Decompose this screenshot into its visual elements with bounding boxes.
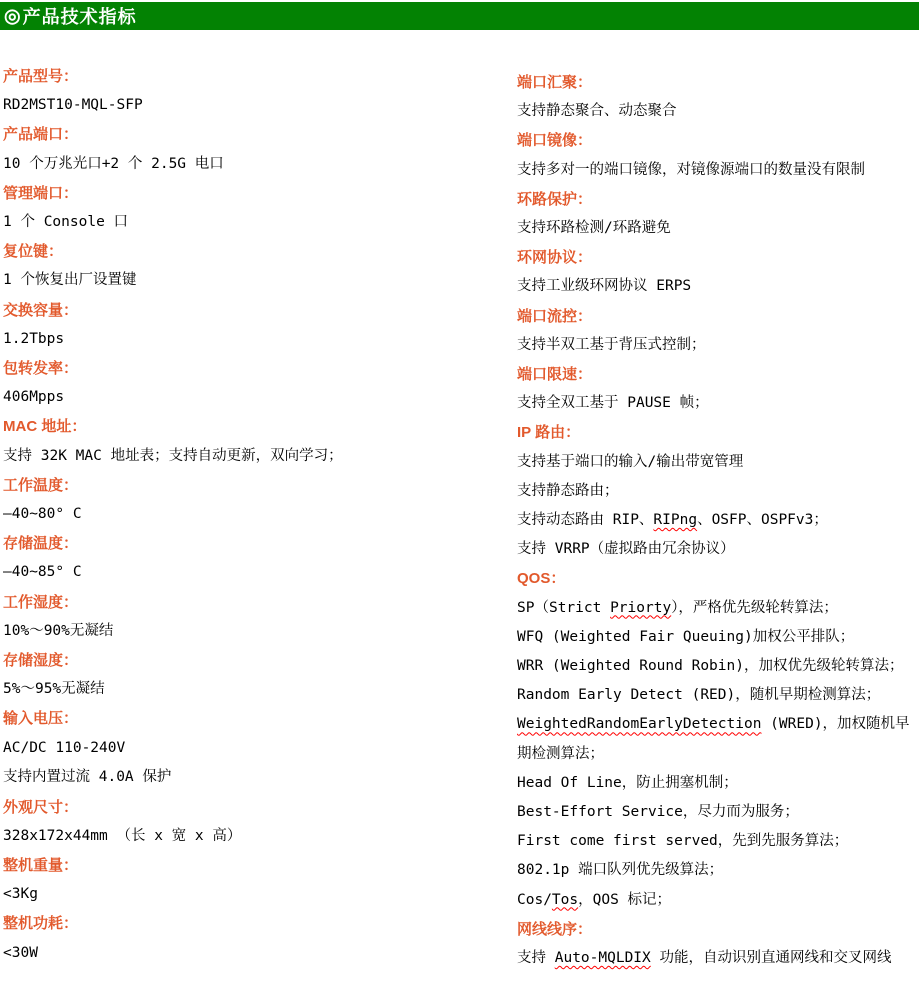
spec-value [517, 477, 916, 506]
spec-value-text: 支持工业级环网协议 ERPS [517, 278, 692, 295]
spec-column-right [517, 62, 916, 973]
spec-value [517, 389, 916, 418]
spec-value [517, 886, 916, 915]
spec-value-text: 支持环路检测/环路避免 [517, 220, 671, 237]
spec-value [517, 272, 916, 301]
misspelled-term: Tos [551, 891, 579, 908]
spec-label: MAC 地址： [3, 418, 87, 436]
spec-value-text: ），严格优先级轮转算法； [671, 599, 838, 616]
spec-value [517, 448, 916, 477]
spec-value [3, 325, 517, 354]
spec-value [517, 331, 916, 360]
spec-value [3, 822, 517, 851]
spec-value-text: 328x172x44mm （长 x 宽 x 高） [3, 827, 242, 844]
spec-value [517, 798, 916, 827]
spec-value-text: 802.1p 端口队列优先级算法； [517, 862, 724, 879]
spec-value [3, 266, 517, 295]
spec-value [517, 652, 916, 681]
spec-label: 环网协议： [517, 249, 593, 267]
spec-value-text: <30W [3, 944, 38, 961]
spec-columns [3, 62, 916, 973]
spec-label: 端口流控： [517, 307, 593, 325]
spec-value-text: —40~80° C [3, 506, 82, 523]
spec-value [3, 675, 517, 704]
spec-value-text: AC/DC 110-240V [3, 739, 126, 756]
spec-label: 输入电压： [3, 710, 79, 728]
spec-label: 存储温度： [3, 535, 79, 553]
spec-value [517, 623, 916, 652]
spec-label: 整机功耗： [3, 915, 79, 933]
spec-label: 存储湿度： [3, 652, 79, 670]
spec-value-text: WFQ (Weighted Fair Queuing)加权公平排队； [517, 628, 855, 645]
spec-value-text: SP（Strict [517, 599, 611, 616]
page-title: 产品技术指标 [22, 7, 137, 27]
spec-value-text: 1 个恢复出厂设置键 [3, 272, 137, 289]
spec-value [3, 383, 517, 412]
circle-bullet-icon: ◎ [4, 5, 22, 27]
spec-value-text: 5%～95%无凝结 [3, 681, 105, 698]
spec-value-text: 支持动态路由 RIP、 [517, 512, 654, 529]
spec-label: IP 路由： [517, 424, 581, 442]
spec-value [517, 156, 916, 185]
spec-label: 管理端口： [3, 184, 79, 202]
spec-value [3, 558, 517, 587]
spec-value-text: 支持 [517, 950, 555, 967]
spec-value-text: 支持静态聚合、动态聚合 [517, 103, 677, 120]
spec-label: 工作温度： [3, 476, 79, 494]
section-header-bar [0, 2, 919, 30]
misspelled-term: WeightedRandomEarlyDetection [517, 716, 762, 733]
spec-value [517, 827, 916, 856]
spec-value-text: 1.2Tbps [3, 330, 65, 347]
spec-value [517, 681, 916, 710]
spec-value [517, 856, 916, 885]
spec-value [517, 97, 916, 126]
spec-label: 产品型号： [3, 68, 79, 85]
spec-value [3, 880, 517, 909]
spec-value-text: 支持半双工基于背压式控制； [517, 336, 706, 353]
spec-value [517, 710, 916, 768]
spec-value-text: 支持全双工基于 PAUSE 帧； [517, 395, 709, 412]
spec-value-text: 支持多对一的端口镜像，对镜像源端口的数量没有限制 [517, 161, 865, 178]
spec-value-text: (WRED)，加权随机早期检测算法； [517, 716, 910, 762]
spec-value-text: Random Early Detect (RED)，随机早期检测算法； [517, 687, 881, 704]
spec-value [3, 617, 517, 646]
spec-value [3, 500, 517, 529]
spec-value [3, 91, 517, 120]
spec-value [3, 939, 517, 968]
spec-label: 外观尺寸： [3, 798, 79, 816]
spec-column-left [3, 62, 517, 973]
spec-value-text: Head Of Line，防止拥塞机制； [517, 774, 738, 791]
spec-value-text: <3Kg [3, 886, 38, 903]
spec-value [517, 944, 916, 973]
misspelled-term: RIPng [653, 512, 698, 529]
spec-label: 工作湿度： [3, 593, 79, 611]
spec-label: 端口限速： [517, 366, 593, 384]
spec-label: 整机重量： [3, 857, 79, 875]
misspelled-term: Auto-MQLDIX [554, 950, 651, 967]
spec-label: 端口镜像： [517, 132, 593, 150]
spec-value [3, 150, 517, 179]
spec-label: 网线线序： [517, 920, 593, 938]
spec-value-text: 支持内置过流 4.0A 保护 [3, 769, 172, 786]
spec-value-text: RD2MST10-MQL-SFP [3, 97, 143, 114]
spec-label: 复位键： [3, 243, 64, 261]
spec-value [517, 506, 916, 535]
spec-value-text: WRR (Weighted Round Robin)，加权优先级轮转算法； [517, 658, 904, 675]
spec-value-text: 1 个 Console 口 [3, 214, 129, 231]
spec-value-text: 支持静态路由； [517, 482, 619, 499]
spec-value [517, 535, 916, 564]
spec-label: 交换容量： [3, 301, 79, 319]
misspelled-term: Priorty [610, 599, 672, 616]
spec-value [3, 208, 517, 237]
spec-value-text: —40~85° C [3, 564, 82, 581]
spec-value [517, 769, 916, 798]
spec-value-text: First come first served，先到先服务算法； [517, 833, 849, 850]
spec-value-text: ，QOS 标记； [578, 891, 672, 908]
spec-label: 环路保护： [517, 190, 593, 208]
spec-value-text: Best-Effort Service，尽力而为服务； [517, 804, 799, 821]
spec-value-text: 10%～90%无凝结 [3, 622, 114, 639]
spec-value-text: Cos/ [517, 891, 552, 908]
spec-value [517, 594, 916, 623]
spec-label: 端口汇聚： [517, 74, 593, 91]
spec-value [3, 442, 517, 471]
spec-value [517, 214, 916, 243]
spec-label: 产品端口： [3, 126, 79, 144]
spec-label: QOS： [517, 570, 566, 588]
spec-value [3, 734, 517, 764]
spec-value-text: 、OSFP、OSPFv3； [697, 512, 828, 529]
spec-value [3, 763, 517, 793]
spec-value-text: 支持基于端口的输入/输出带宽管理 [517, 453, 744, 470]
spec-label: 包转发率： [3, 360, 79, 378]
spec-value-text: 支持 VRRP（虚拟路由冗余协议） [517, 541, 735, 558]
spec-value-text: 功能，自动识别直通网线和交叉网线 [650, 950, 892, 967]
spec-value-text: 10 个万兆光口+2 个 2.5G 电口 [3, 155, 224, 172]
spec-value-text: 支持 32K MAC 地址表；支持自动更新，双向学习； [3, 447, 343, 464]
spec-value-text: 406Mpps [3, 389, 65, 406]
